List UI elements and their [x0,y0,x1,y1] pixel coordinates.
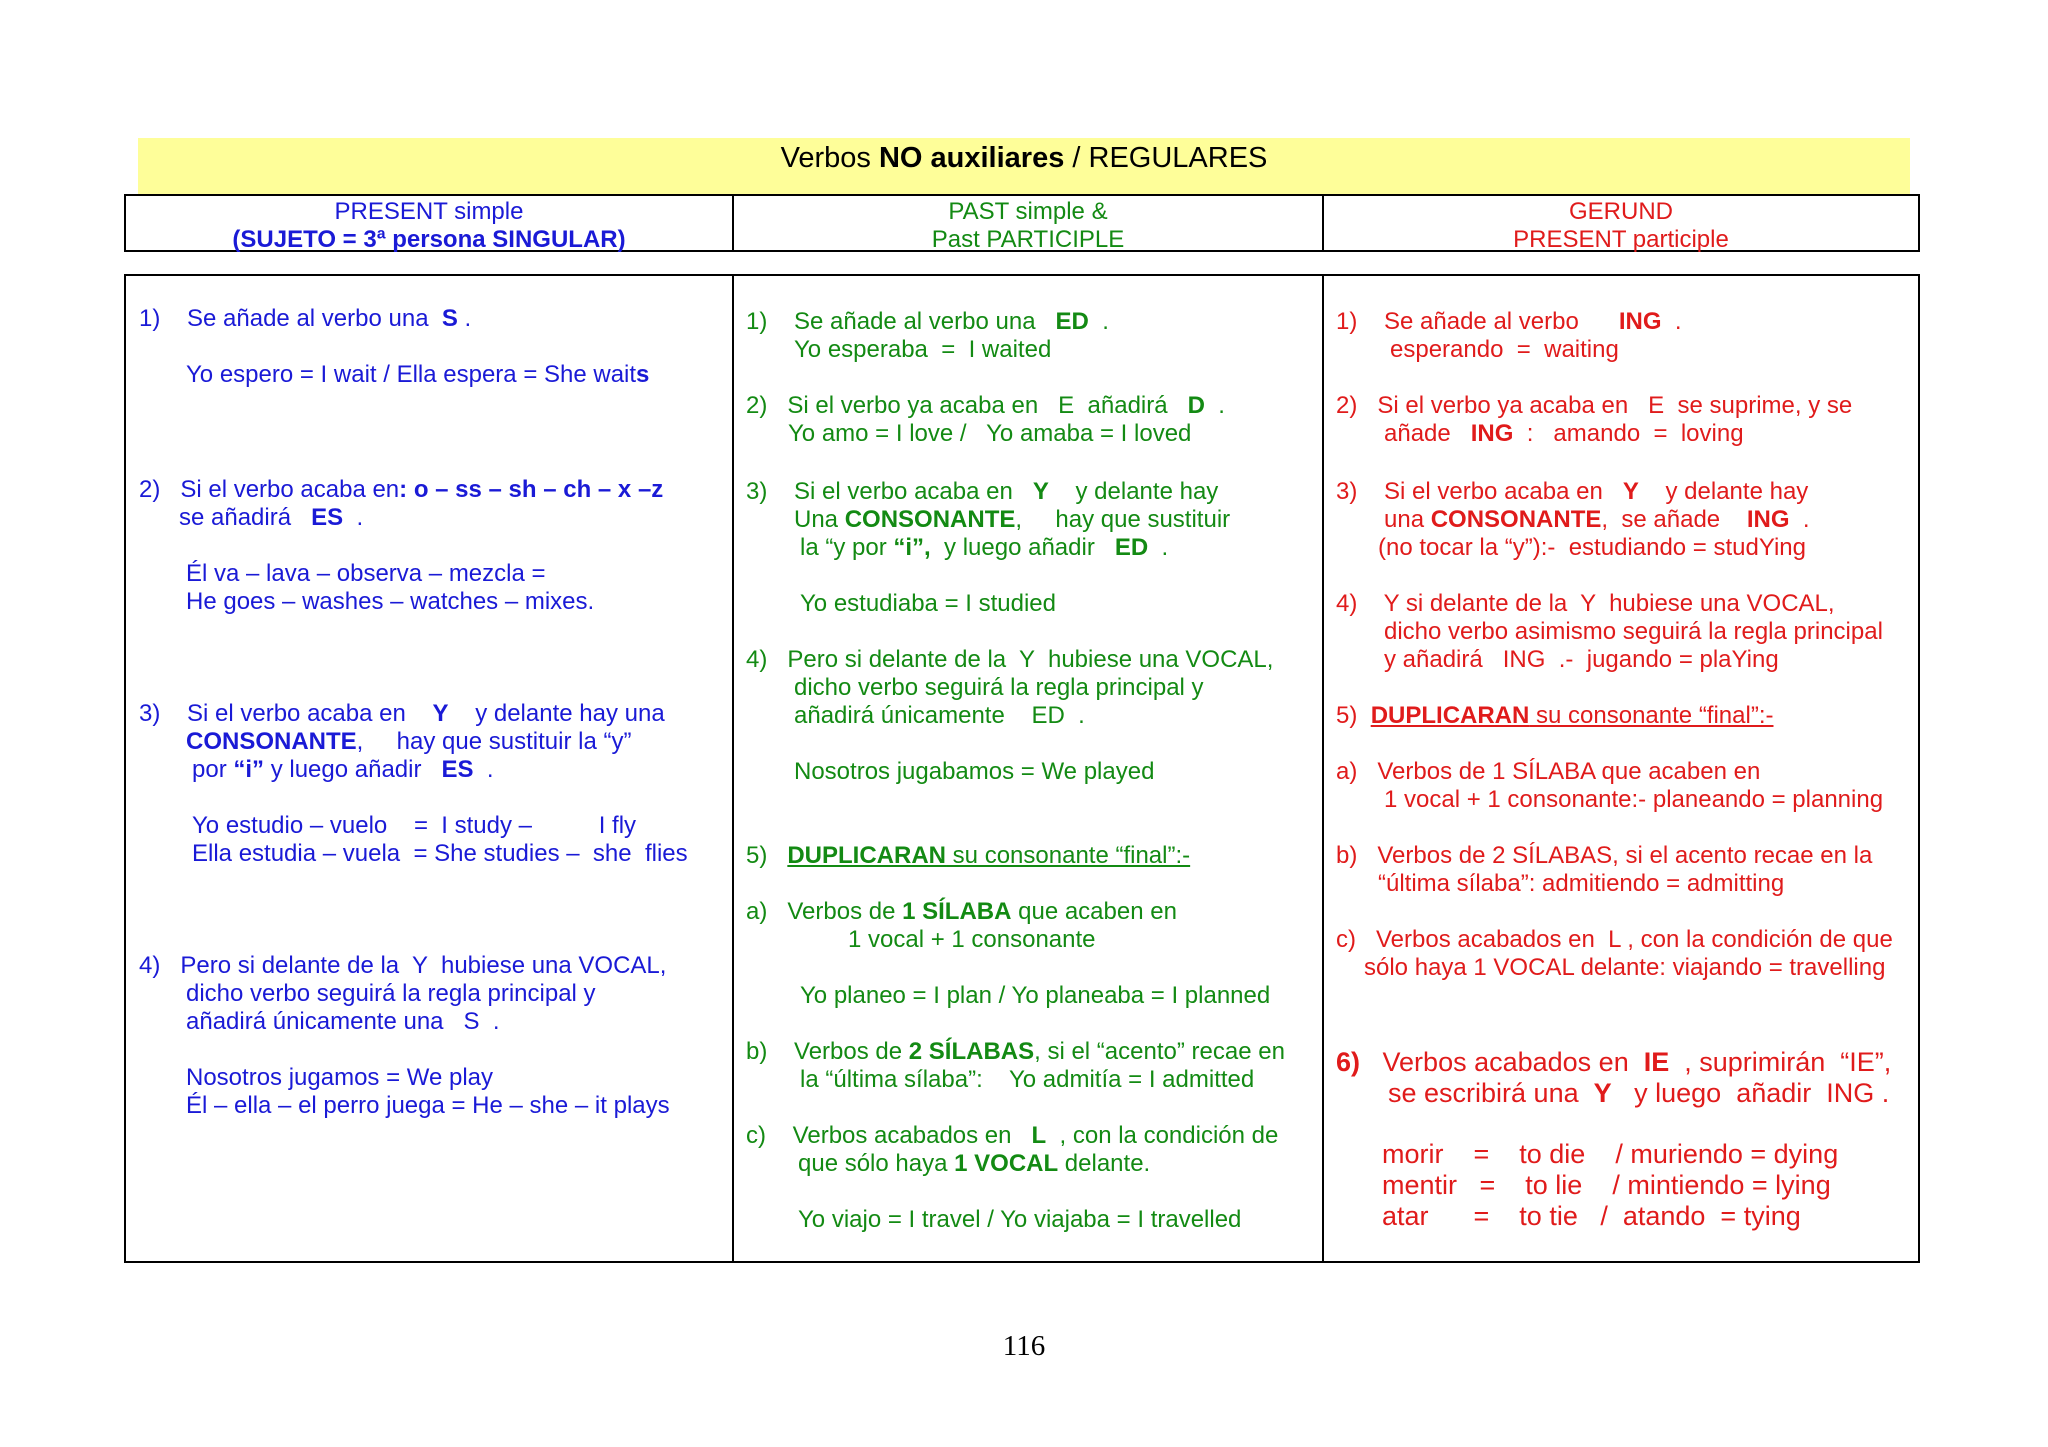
gerund-rules-column [1322,276,1918,1261]
present-rule-4-cont2: añadirá únicamente una S . [186,1008,500,1035]
past-rule-4-cont: dicho verbo seguirá la regla principal y [794,674,1204,701]
gerund-rule-5c-cont: sólo haya 1 VOCAL delante: viajando = travelling [1364,954,1886,981]
past-rule-5c: c) Verbos acabados en L , con la condición de [746,1122,1279,1149]
gerund-rule-5b: b) Verbos de 2 SÍLABAS, si el acento recae en la [1336,842,1873,869]
table-title-banner [138,138,1910,195]
gerund-rule-4-cont: dicho verbo asimismo seguirá la regla principal [1384,618,1883,645]
present-rule-3: 3) Si el verbo acaba en Y y delante hay una [139,700,665,727]
header-present [126,196,732,253]
present-rule-3-cont: CONSONANTE, hay que sustituir la “y” [186,728,632,755]
past-rule-5: 5) DUPLICARAN su consonante “final”:- [746,842,1191,869]
past-rule-2: 2) Si el verbo ya acaba en E añadirá D . [746,392,1225,419]
gerund-rule-6: 6) Verbos acabados en IE , suprimirán “IE”, [1336,1047,1892,1077]
past-rule-1: 1) Se añade al verbo una ED . [746,308,1109,335]
gerund-rule-6-cont: se escribirá una Y y luego añadir ING . [1388,1078,1890,1108]
present-rules-column [126,276,732,1261]
present-rule-4: 4) Pero si delante de la Y hubiese una VOCAL, [139,952,667,979]
gerund-rule-3-cont: una CONSONANTE, se añade ING . [1384,506,1810,533]
gerund-rule-5b-cont: “última sílaba”: admitiendo = admitting [1378,870,1785,897]
present-rule-1: 1) Se añade al verbo una S . [139,305,472,332]
gerund-rule-4: 4) Y si delante de la Y hubiese una VOCAL, [1336,590,1835,617]
past-rule-5b-cont: la “última sílaba”: Yo admitía = I admitted [800,1066,1255,1093]
gerund-rule-3-cont2: (no tocar la “y”):- estudiando = studYing [1378,534,1806,561]
past-rule-1-example: Yo esperaba = I waited [794,336,1052,363]
gerund-rule-1: 1) Se añade al verbo ING . [1336,308,1682,335]
present-rule-2-example-es: Él va – lava – observa – mezcla = [186,560,546,587]
present-rule-2-cont: se añadirá ES . [179,504,364,531]
past-rule-3-cont2: la “y por “i”, y luego añadir ED . [800,534,1169,561]
gerund-rule-3: 3) Si el verbo acaba en Y y delante hay [1336,478,1809,505]
past-rule-5c-cont: que sólo haya 1 VOCAL delante. [798,1150,1151,1177]
gerund-rule-4-cont2: y añadirá ING .- jugando = plaYing [1384,646,1779,673]
past-rule-2-example: Yo amo = I love / Yo amaba = I loved [788,420,1192,447]
header-past-line1: PAST simple & [948,198,1108,225]
header-present-line2: (SUJETO = 3ª persona SINGULAR) [232,226,626,253]
past-rule-4: 4) Pero si delante de la Y hubiese una VOCAL, [746,646,1274,673]
gerund-rule-1-example: esperando = waiting [1390,336,1619,363]
present-rule-4-example-1: Nosotros jugamos = We play [186,1064,494,1091]
gerund-rule-6-example-1: morir = to die / muriendo = dying [1382,1139,1839,1169]
header-gerund-line2: PRESENT participle [1513,226,1729,253]
column-header-row [124,194,1920,252]
gerund-rule-5c: c) Verbos acabados en L , con la condición de que [1336,926,1893,953]
gerund-rule-5: 5) DUPLICARAN su consonante “final”:- [1336,702,1774,729]
gerund-rule-2: 2) Si el verbo ya acaba en E se suprime, y se [1336,392,1853,419]
present-rule-1-example: Yo espero = I wait / Ella espera = She waits [186,361,650,388]
rules-table [124,274,1920,1263]
past-rules-column [732,276,1322,1261]
gerund-rule-6-example-2: mentir = to lie / mintiendo = lying [1382,1170,1831,1200]
header-gerund [1322,196,1918,253]
present-rule-4-cont: dicho verbo seguirá la regla principal y [186,980,596,1007]
present-rule-3-example-2: Ella estudia – vuela = She studies – she flies [192,840,688,867]
gerund-rule-5a-cont: 1 vocal + 1 consonante:- planeando = planning [1384,786,1884,813]
gerund-rule-6-example-3: atar = to tie / atando = tying [1382,1201,1801,1231]
past-rule-5b: b) Verbos de 2 SÍLABAS, si el “acento” recae en [746,1038,1285,1065]
title-suffix: / REGULARES [1064,142,1268,174]
header-past [732,196,1322,253]
past-rule-5a-cont: 1 vocal + 1 consonante [848,926,1096,953]
past-rule-3-cont: Una CONSONANTE, hay que sustituir [794,506,1231,533]
past-rule-4-cont2: añadirá únicamente ED . [794,702,1085,729]
past-rule-3-example: Yo estudiaba = I studied [800,590,1056,617]
past-rule-3: 3) Si el verbo acaba en Y y delante hay [746,478,1219,505]
page-number: 116 [1002,1330,1046,1362]
header-present-line1: PRESENT simple [334,198,524,225]
title-prefix: Verbos [780,142,879,174]
present-rule-2-example-en: He goes – washes – watches – mixes. [186,588,595,615]
present-rule-2: 2) Si el verbo acaba en: o – ss – sh – ch – x –z [139,476,664,503]
past-rule-4-example: Nosotros jugabamos = We played [794,758,1155,785]
gerund-rule-5a: a) Verbos de 1 SÍLABA que acaben en [1336,758,1761,785]
title-bold: NO auxiliares [878,142,1065,174]
gerund-rule-2-cont: añade ING : amando = loving [1384,420,1744,447]
header-gerund-line1: GERUND [1568,198,1673,225]
present-rule-3-cont2: por “i” y luego añadir ES . [192,756,494,783]
present-rule-4-example-2: Él – ella – el perro juega = He – she – it plays [186,1092,670,1119]
past-rule-5a-example: Yo planeo = I plan / Yo planeaba = I planned [800,982,1271,1009]
header-past-line2: Past PARTICIPLE [931,226,1125,253]
present-rule-3-example-1: Yo estudio – vuelo = I study – I fly [192,812,637,839]
past-rule-5c-example: Yo viajo = I travel / Yo viajaba = I travelled [798,1206,1242,1233]
past-rule-5a: a) Verbos de 1 SÍLABA que acaben en [746,898,1177,925]
